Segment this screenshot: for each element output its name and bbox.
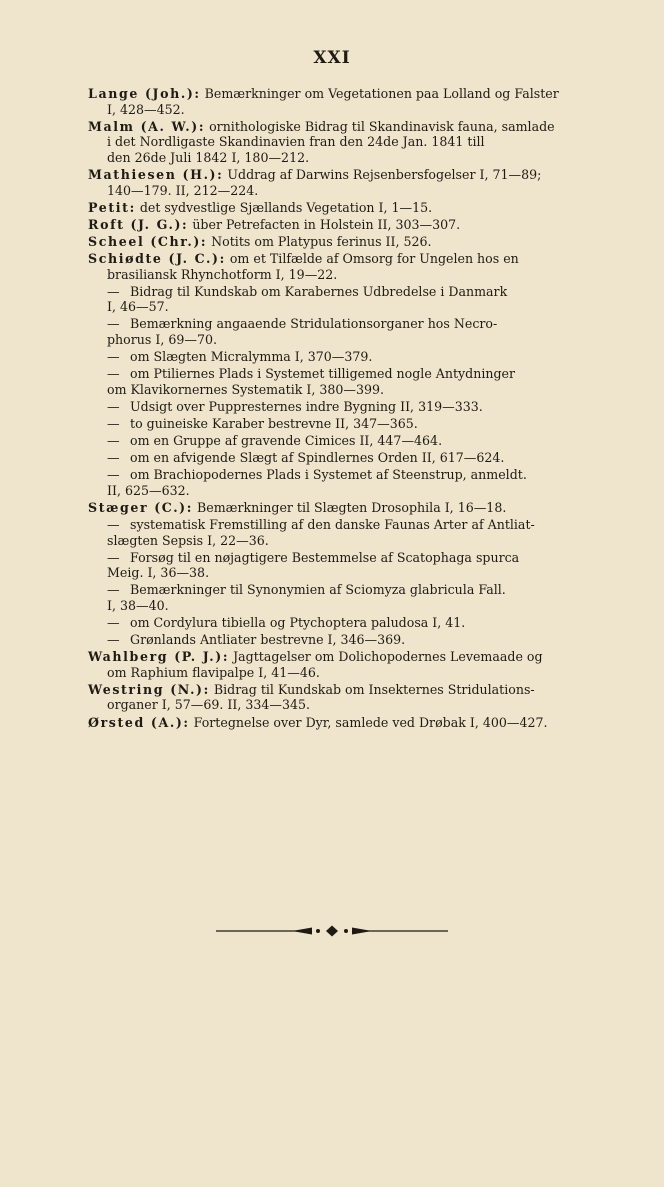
entry-text: Uddrag af Darwins Rejsenbersfogelser I, 71—89;: [227, 166, 542, 182]
entry-text: Bidrag til Kundskab om Karabernes Udbredelse i Danmark: [130, 283, 508, 299]
entry-first-line: [88, 167, 600, 183]
ditto-dash: —: [107, 432, 120, 448]
entry-continuation-line: [88, 332, 600, 348]
page-number: XXI: [313, 48, 351, 68]
entry-continuation-line: [88, 150, 600, 166]
entry-text: organer I, 57—69. II, 334—345.: [107, 697, 311, 713]
index-entry: [88, 517, 600, 548]
index-entry: [88, 433, 600, 449]
index-entry: [88, 715, 600, 731]
ditto-dash: —: [107, 398, 120, 414]
entry-first-line: [88, 715, 600, 731]
entry-text: ornithologiske Bidrag til Skandinavisk fauna, samlade: [209, 118, 555, 134]
entry-first-line: [88, 119, 600, 135]
ditto-dash: —: [107, 349, 120, 364]
index-entry: [88, 366, 600, 397]
index-entry: [88, 582, 600, 613]
entry-text: om Cordylura tibiella og Ptychoptera paludosa I, 41.: [130, 615, 466, 630]
entry-text: om en afvigende Slægt af Spindlernes Orden II, 617—624.: [130, 450, 505, 466]
entry-text: Udsigt over Puppresternes indre Bygning II, 319—333.: [130, 398, 483, 414]
entry-continuation-line: [88, 697, 600, 713]
index-entry: [88, 550, 600, 581]
entry-first-line: [88, 632, 600, 648]
entry-first-line: [88, 399, 600, 415]
entry-text: om Brachiopodernes Plads i Systemet af Steenstrup, anmeldt.: [130, 467, 527, 483]
index-entry: [88, 119, 600, 166]
entry-text: 140—179. II, 212—224.: [107, 182, 259, 198]
ditto-dash: —: [107, 467, 120, 483]
entry-continuation-line: [88, 102, 600, 118]
entry-author: Lange (Joh.):: [88, 86, 201, 101]
entry-text: I, 428—452.: [107, 101, 185, 117]
entry-text: den 26de Juli 1842 I, 180—212.: [107, 149, 310, 165]
entry-text: Bemærkning angaaende Stridulationsorganer hos Necro-: [130, 316, 498, 332]
entry-text: Notits om Platypus ferinus II, 526.: [211, 233, 432, 249]
entry-text: phorus I, 69—70.: [107, 331, 217, 347]
entry-text: Grønlands Antliater bestrevne I, 346—369.: [130, 632, 406, 648]
index-entry: [88, 632, 600, 648]
index-entry: [88, 234, 600, 250]
entry-first-line: [88, 284, 600, 300]
ditto-dash: —: [107, 516, 120, 532]
index-entry: [88, 167, 600, 198]
entry-continuation-line: [88, 382, 600, 398]
entry-text: systematisk Fremstilling af den danske Faunas Arter af Antliat-: [130, 516, 535, 532]
ditto-dash: —: [107, 582, 120, 598]
index-entry: [88, 682, 600, 713]
entry-first-line: [88, 582, 600, 598]
entry-text: to guineiske Karaber bestrevne II, 347—365.: [130, 415, 418, 431]
index-entry: [88, 284, 600, 315]
entry-first-line: [88, 649, 600, 665]
ditto-dash: —: [107, 316, 120, 332]
index-entry: [88, 467, 600, 498]
index-entry: [88, 200, 600, 216]
ditto-dash: —: [107, 549, 120, 565]
entry-author: Malm (A. W.):: [88, 118, 206, 134]
index-entry: [88, 349, 600, 365]
entry-author: Ørsted (A.):: [88, 714, 190, 730]
entry-first-line: [88, 200, 600, 216]
entry-text: Forsøg til en nøjagtigere Bestemmelse af Scatophaga spurca: [130, 549, 520, 565]
entry-text: om et Tilfælde af Omsorg for Ungelen hos en: [229, 250, 519, 266]
entry-text: det sydvestlige Sjællands Vegetation I, 1—15.: [139, 199, 433, 215]
entry-first-line: [88, 500, 600, 516]
entry-first-line: [88, 366, 600, 382]
ditto-dash: —: [107, 632, 120, 648]
ditto-dash: —: [107, 415, 120, 431]
index-entry: [88, 649, 600, 680]
index-entry: [88, 86, 600, 117]
entry-continuation-line: [88, 598, 600, 614]
entry-text: slægten Sepsis I, 22—36.: [107, 532, 269, 548]
index-entry: [88, 251, 600, 282]
entry-author: Westring (N.):: [88, 681, 210, 697]
entry-first-line: [88, 234, 600, 250]
entry-author: Petit:: [88, 199, 136, 215]
entry-author: Wahlberg (P. J.):: [88, 649, 230, 665]
entry-text: Meig. I, 36—38.: [107, 565, 210, 581]
entry-text: brasiliansk Rhynchotform I, 19—22.: [107, 266, 338, 282]
entry-first-line: [88, 416, 600, 432]
entry-text: om en Gruppe af gravende Cimices II, 447—464.: [130, 432, 443, 448]
entry-continuation-line: [88, 183, 600, 199]
entry-text: om Klavikornernes Systematik I, 380—399.: [107, 381, 385, 397]
index-entry: [88, 399, 600, 415]
entry-first-line: [88, 517, 600, 533]
ornament-divider: [0, 924, 664, 938]
entry-first-line: [88, 550, 600, 566]
entry-author: Stæger (C.):: [88, 499, 193, 515]
index-entry: [88, 615, 600, 631]
entry-first-line: [88, 682, 600, 698]
entry-first-line: [88, 86, 600, 102]
entry-text: om Raphium flavipalpe I, 41—46.: [107, 664, 320, 680]
entry-first-line: [88, 251, 600, 267]
entry-first-line: [88, 217, 600, 233]
entry-text: I, 46—57.: [107, 299, 169, 315]
entry-continuation-line: [88, 533, 600, 549]
entry-continuation-line: [88, 565, 600, 581]
entry-author: Scheel (Chr.):: [88, 233, 208, 249]
entry-text: I, 38—40.: [107, 597, 169, 613]
entry-author: Roft (J. G.):: [88, 216, 189, 232]
entry-author: Schiødte (J. C.):: [88, 250, 226, 266]
ditto-dash: —: [107, 283, 120, 299]
entry-text: Bemærkninger om Vegetationen paa Lolland og Falster: [204, 86, 559, 101]
entry-text: Fortegnelse over Dyr, samlede ved Drøbak I, 400—427.: [193, 714, 548, 730]
ditto-dash: —: [107, 615, 120, 630]
entry-first-line: [88, 450, 600, 466]
entry-first-line: [88, 615, 600, 631]
entry-text: Jagttagelser om Dolichopodernes Levemaade og: [233, 649, 543, 665]
entry-continuation-line: [88, 134, 600, 150]
entry-text: i det Nordligaste Skandinavien fran den 24de Jan. 1841 till: [107, 134, 485, 150]
entry-author: Mathiesen (H.):: [88, 166, 224, 182]
entry-first-line: [88, 349, 600, 365]
entry-text: Bemærkninger til Slægten Drosophila I, 16—18.: [197, 499, 507, 515]
ditto-dash: —: [107, 366, 120, 382]
ditto-dash: —: [107, 450, 120, 466]
index-entries: [88, 86, 600, 732]
entry-first-line: [88, 316, 600, 332]
entry-text: om Ptiliernes Plads i Systemet tilligemed nogle Antydninger: [130, 366, 516, 382]
entry-first-line: [88, 433, 600, 449]
entry-text: über Petrefacten in Holstein II, 303—307.: [192, 216, 461, 232]
index-entry: [88, 450, 600, 466]
index-entry: [88, 416, 600, 432]
index-entry: [88, 316, 600, 347]
entry-text: Bidrag til Kundskab om Insekternes Stridulations-: [213, 681, 535, 697]
entry-text: om Slægten Micralymma I, 370—379.: [130, 349, 373, 364]
index-entry: [88, 500, 600, 516]
entry-text: II, 625—632.: [107, 482, 190, 498]
entry-text: Bemærkninger til Synonymien af Sciomyza glabricula Fall.: [130, 582, 506, 598]
entry-continuation-line: [88, 299, 600, 315]
entry-continuation-line: [88, 483, 600, 499]
index-entry: [88, 217, 600, 233]
entry-continuation-line: [88, 665, 600, 681]
entry-first-line: [88, 467, 600, 483]
entry-continuation-line: [88, 267, 600, 283]
